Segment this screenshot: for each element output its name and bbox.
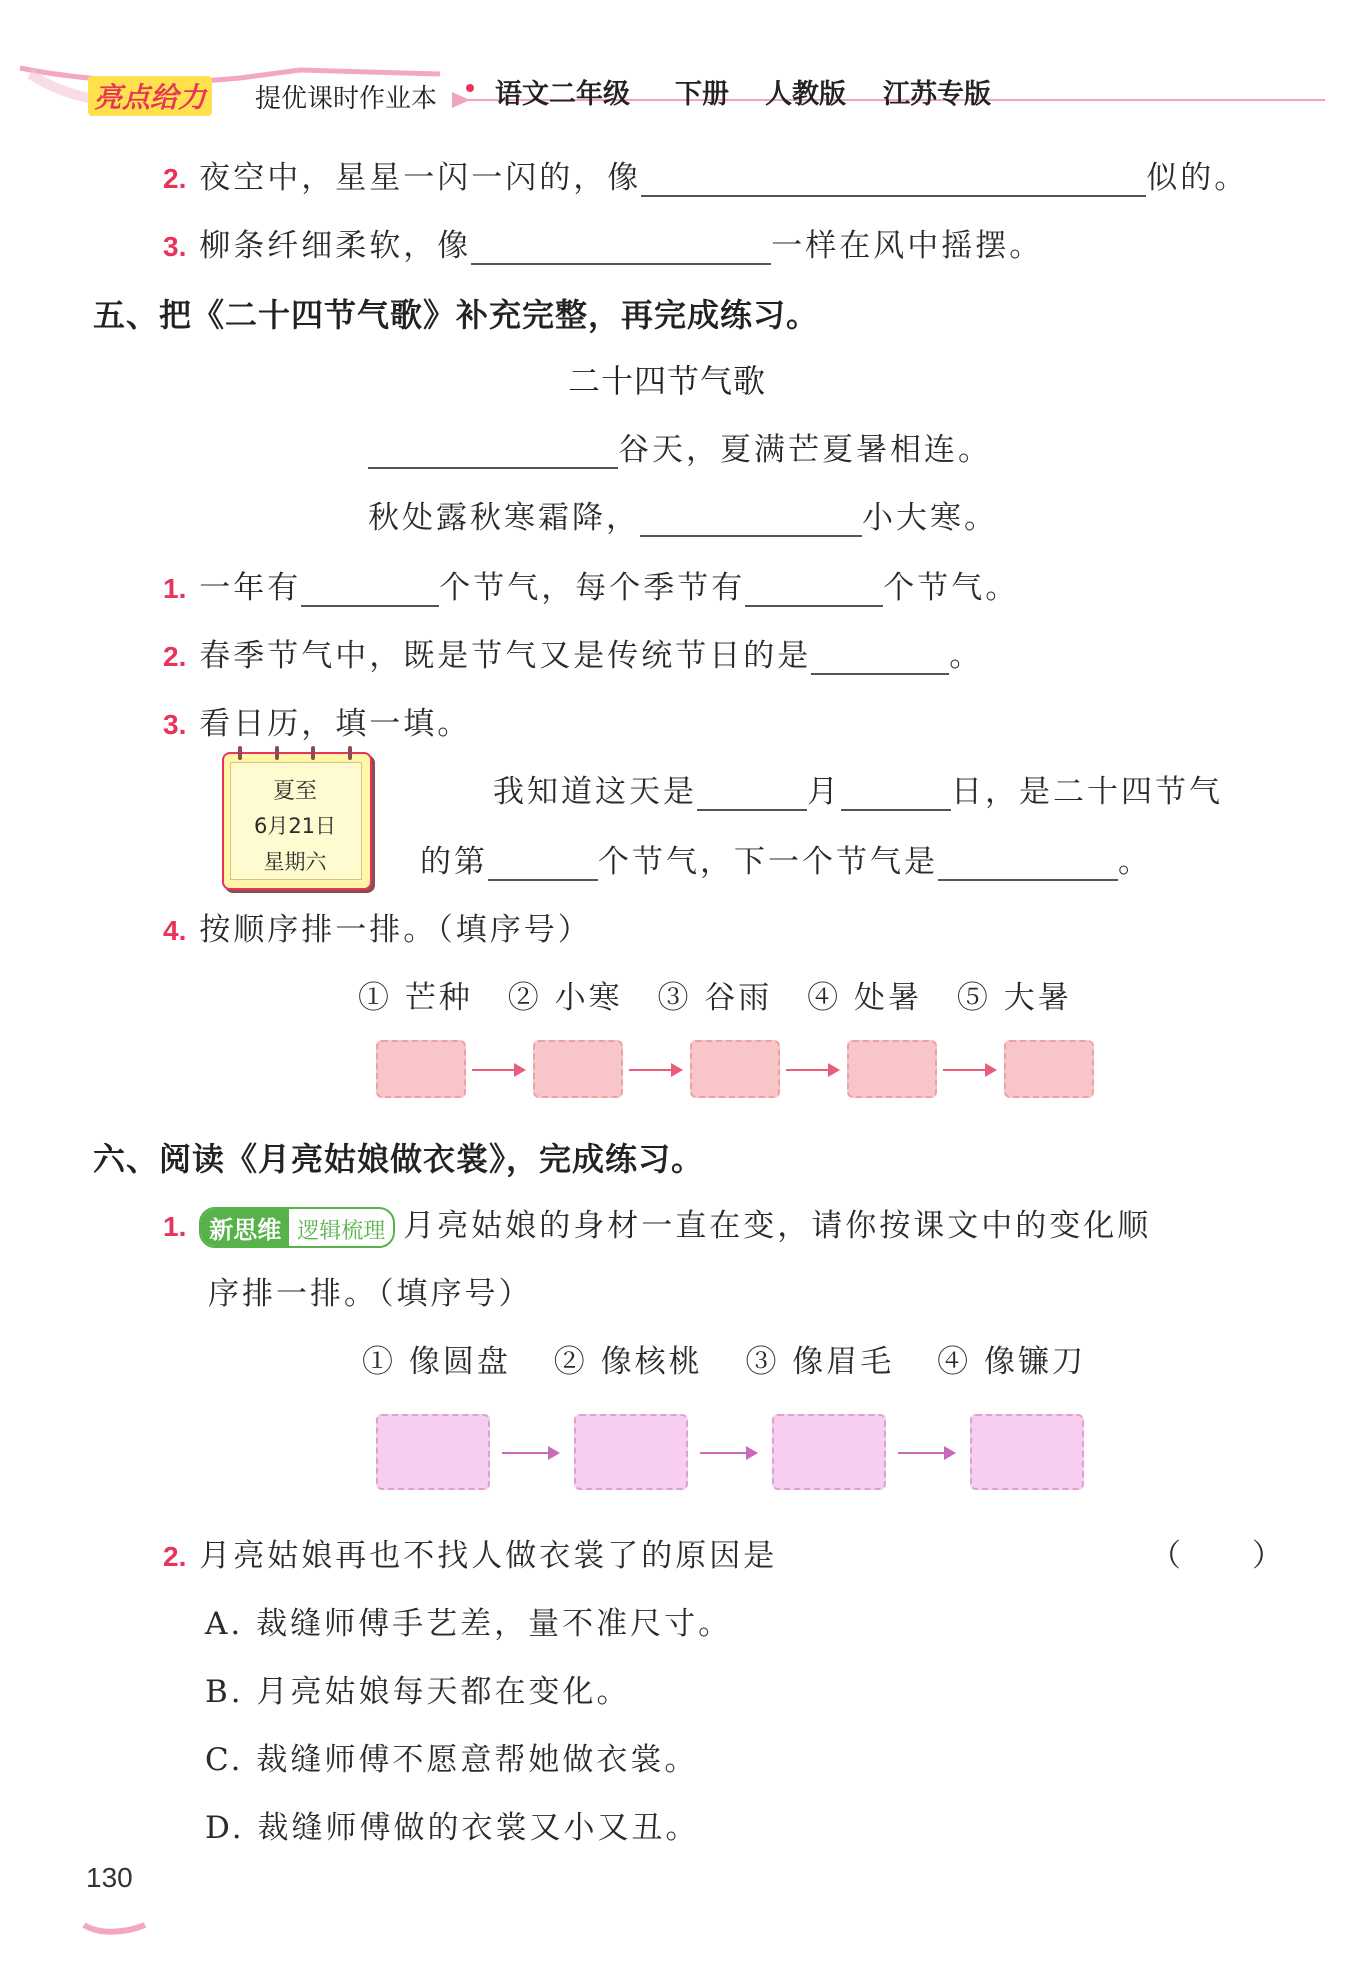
page-number-swoosh xyxy=(80,1895,150,1935)
order-box[interactable] xyxy=(1004,1040,1094,1098)
calendar-term: 夏至 xyxy=(272,779,317,804)
answer-blank[interactable] xyxy=(301,575,439,607)
arrow-right-icon xyxy=(898,1452,954,1454)
option-item: ⑤ 大暑 xyxy=(956,980,1072,1016)
order-box[interactable] xyxy=(574,1414,688,1490)
question-number: 3. xyxy=(163,709,187,740)
answer-blank[interactable] xyxy=(641,165,1146,197)
arrow-right-icon xyxy=(786,1069,838,1071)
brand-logo: 亮点给力 xyxy=(88,76,212,116)
arrow-right-icon xyxy=(502,1452,558,1454)
arrow-right-icon xyxy=(700,1452,756,1454)
section-5-question-1 xyxy=(163,562,1019,607)
answer-blank[interactable] xyxy=(488,849,598,881)
answer-blank[interactable] xyxy=(841,779,951,811)
header-edition: 人教版 xyxy=(765,79,846,110)
question-text: 个节气。 xyxy=(883,570,1020,606)
tag-main-label: 新思维 xyxy=(201,1209,289,1246)
question-number: 1. xyxy=(163,573,187,604)
question-text: 月亮姑娘的身材一直在变，请你按课文中的变化顺 xyxy=(403,1208,1152,1244)
header-volume: 下册 xyxy=(675,79,729,110)
section-6-question-1-cont: 序排一排。（填序号） xyxy=(208,1276,533,1312)
calendar-card xyxy=(222,752,372,890)
section-6-question-1 xyxy=(163,1200,1151,1248)
order-options-1 xyxy=(358,972,1072,1017)
section-5-question-2 xyxy=(163,630,983,675)
order-box[interactable] xyxy=(970,1414,1084,1490)
new-thinking-tag xyxy=(199,1207,395,1248)
question-text: 月亮姑娘再也不找人做衣裳了的原因是 xyxy=(199,1538,778,1574)
calendar-rings-icon xyxy=(222,746,368,760)
choice-c[interactable]: C. 裁缝师傅不愿意帮她做衣裳。 xyxy=(205,1742,699,1778)
order-box[interactable] xyxy=(376,1414,490,1490)
question-text: 一样在风中摇摆。 xyxy=(771,228,1044,264)
header-region: 江苏专版 xyxy=(883,79,991,110)
question-text: 日，是二十四节气 xyxy=(951,774,1223,810)
question-text: 个节气，每个季节有 xyxy=(439,570,746,606)
section-5-heading: 五、把《二十四节气歌》补充完整，再完成练习。 xyxy=(93,296,820,334)
calendar-question-line-1 xyxy=(493,766,1223,811)
calendar-date: 6月21日 xyxy=(253,814,337,838)
calendar-weekday: 星期六 xyxy=(263,850,327,874)
section-6-question-2 xyxy=(163,1530,777,1575)
question-text: 。 xyxy=(1118,844,1152,880)
answer-blank[interactable] xyxy=(368,437,618,469)
poem-line-1 xyxy=(368,424,992,469)
question-text: 春季节气中，既是节气又是传统节日的是 xyxy=(199,638,812,674)
tag-sub-label: 逻辑梳理 xyxy=(297,1219,386,1244)
question-number: 1. xyxy=(163,1211,187,1242)
question-number: 2. xyxy=(163,641,187,672)
option-item: ① 像圆盘 xyxy=(362,1344,511,1380)
question-text: 。 xyxy=(949,638,984,674)
question-text: 柳条纤细柔软，像 xyxy=(199,228,472,264)
question-text: 一年有 xyxy=(199,570,302,606)
answer-blank[interactable] xyxy=(745,575,883,607)
answer-parentheses[interactable]: （ ） xyxy=(1150,1538,1286,1574)
order-box[interactable] xyxy=(533,1040,623,1098)
question-text: 月 xyxy=(807,774,841,810)
answer-blank[interactable] xyxy=(938,849,1118,881)
arrow-right-icon xyxy=(629,1069,681,1071)
question-number: 2. xyxy=(163,163,187,194)
option-item: ④ 处暑 xyxy=(807,980,923,1016)
poem-text: 秋处露秋寒霜降， xyxy=(368,500,640,536)
section-5-question-4 xyxy=(163,904,592,949)
answer-blank[interactable] xyxy=(697,779,807,811)
option-item: ② 小寒 xyxy=(507,980,623,1016)
poem-text: 谷天，夏满芒夏暑相连。 xyxy=(618,432,992,468)
order-box[interactable] xyxy=(772,1414,886,1490)
section-5-question-3 xyxy=(163,698,471,743)
question-number: 2. xyxy=(163,1541,187,1572)
section-6-heading: 六、阅读《月亮姑娘做衣裳》，完成练习。 xyxy=(93,1140,705,1178)
option-item: ③ 像眉毛 xyxy=(745,1344,895,1380)
arrow-right-icon xyxy=(943,1069,995,1071)
option-item: ① 芒种 xyxy=(358,980,473,1016)
question-text: 个节气，下一个节气是 xyxy=(598,844,938,880)
poem-line-2 xyxy=(368,492,998,537)
answer-blank[interactable] xyxy=(471,233,771,265)
question-number: 4. xyxy=(163,915,187,946)
question-text: 夜空中，星星一闪一闪的，像 xyxy=(199,160,642,196)
question-number: 3. xyxy=(163,231,187,262)
order-box[interactable] xyxy=(847,1040,937,1098)
order-options-2 xyxy=(362,1336,1086,1381)
poem-title: 二十四节气歌 xyxy=(568,362,767,400)
choice-a[interactable]: A. 裁缝师傅手艺差，量不准尺寸。 xyxy=(205,1606,733,1642)
answer-blank[interactable] xyxy=(811,643,949,675)
answer-blank[interactable] xyxy=(640,505,862,537)
page-number: 130 xyxy=(86,1862,133,1893)
question-text: 看日历，填一填。 xyxy=(199,706,472,742)
series-title: 提优课时作业本 xyxy=(255,84,438,114)
option-item: ③ 谷雨 xyxy=(657,980,773,1016)
poem-text: 小大寒。 xyxy=(862,500,998,536)
header-grade: 语文二年级 xyxy=(495,79,630,110)
order-box[interactable] xyxy=(376,1040,466,1098)
order-box[interactable] xyxy=(690,1040,780,1098)
question-text: 似的。 xyxy=(1146,160,1249,196)
choice-d[interactable]: D. 裁缝师傅做的衣裳又小又丑。 xyxy=(205,1810,700,1846)
question-text: 的第 xyxy=(420,844,488,880)
question-text: 按顺序排一排。（填序号） xyxy=(199,912,592,948)
option-item: ② 像核桃 xyxy=(553,1344,703,1380)
option-item: ④ 像镰刀 xyxy=(937,1344,1087,1380)
arrow-right-icon xyxy=(472,1069,524,1071)
choice-b[interactable]: B. 月亮姑娘每天都在变化。 xyxy=(205,1674,631,1710)
calendar-question-line-2 xyxy=(420,836,1152,881)
question-text: 我知道这天是 xyxy=(493,774,697,810)
question-2-simile xyxy=(163,152,1248,197)
question-3-simile xyxy=(163,220,1043,265)
